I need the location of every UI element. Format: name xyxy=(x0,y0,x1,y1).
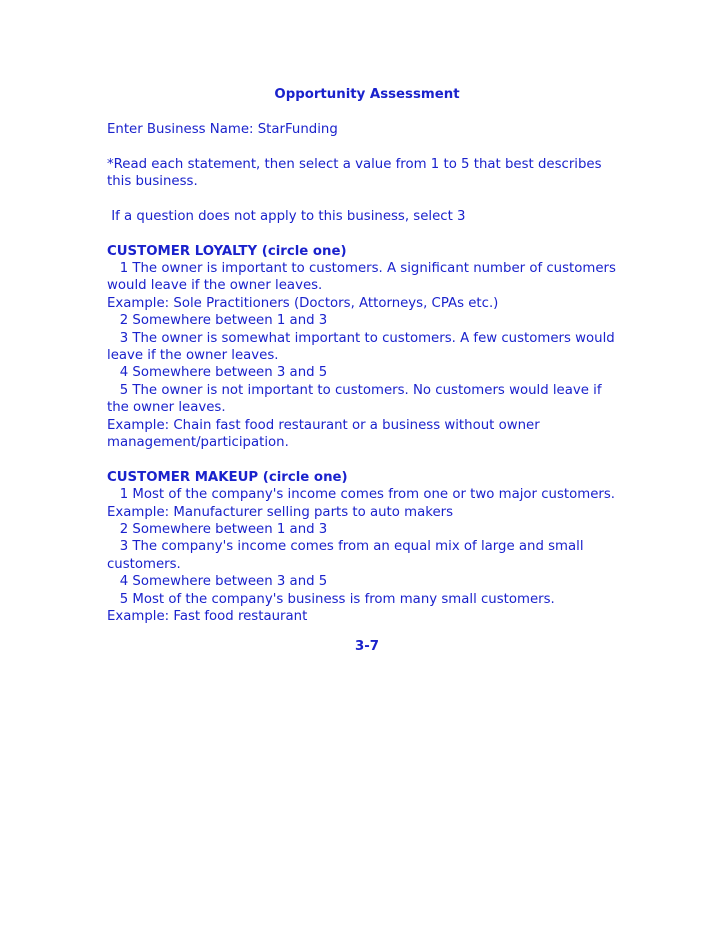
makeup-example-5: Example: Fast food restaurant xyxy=(107,609,308,625)
makeup-option-4: 4 Somewhere between 3 and 5 xyxy=(107,574,328,590)
loyalty-option-4: 4 Somewhere between 3 and 5 xyxy=(107,365,328,381)
loyalty-example-5: Example: Chain fast food restaurant or a business without owner management/participation. xyxy=(107,417,540,451)
makeup-option-2: 2 Somewhere between 1 and 3 xyxy=(107,522,328,538)
makeup-option-1: 1 Most of the company's income comes from one or two major customers. xyxy=(107,487,616,503)
loyalty-option-5: 5 The owner is not important to customers. No customers would leave if the owner leaves. xyxy=(107,382,606,416)
loyalty-option-1: 1 The owner is important to customers. A significant number of customers would leave if the owner leaves. xyxy=(107,261,621,294)
makeup-example-1: Example: Manufacturer selling parts to auto makers xyxy=(107,504,454,520)
instruction-read-statement: *Read each statement, then select a value from 1 to 5 that best describes this business. xyxy=(107,156,602,189)
makeup-option-3: 3 The company's income comes from an equal mix of large and small customers. xyxy=(107,539,588,572)
loyalty-example-1: Example: Sole Practitioners (Doctors, Attorneys, CPAs etc.) xyxy=(107,295,499,311)
page-title: Opportunity Assessment xyxy=(274,87,460,102)
makeup-option-5: 5 Most of the company's business is from many small customers. xyxy=(107,591,555,607)
document-content xyxy=(107,86,627,655)
loyalty-option-3: 3 The owner is somewhat important to customers. A few customers would leave if the owner leaves. xyxy=(107,330,619,364)
loyalty-option-2: 2 Somewhere between 1 and 3 xyxy=(107,313,328,329)
instruction-not-apply: If a question does not apply to this business, select 3 xyxy=(107,208,466,224)
business-name-line: Enter Business Name: StarFunding xyxy=(107,121,338,137)
section-heading-customer-makeup: CUSTOMER MAKEUP (circle one) xyxy=(107,469,348,485)
section-heading-customer-loyalty: CUSTOMER LOYALTY (circle one) xyxy=(107,243,347,259)
page-number: 3-7 xyxy=(354,638,380,654)
